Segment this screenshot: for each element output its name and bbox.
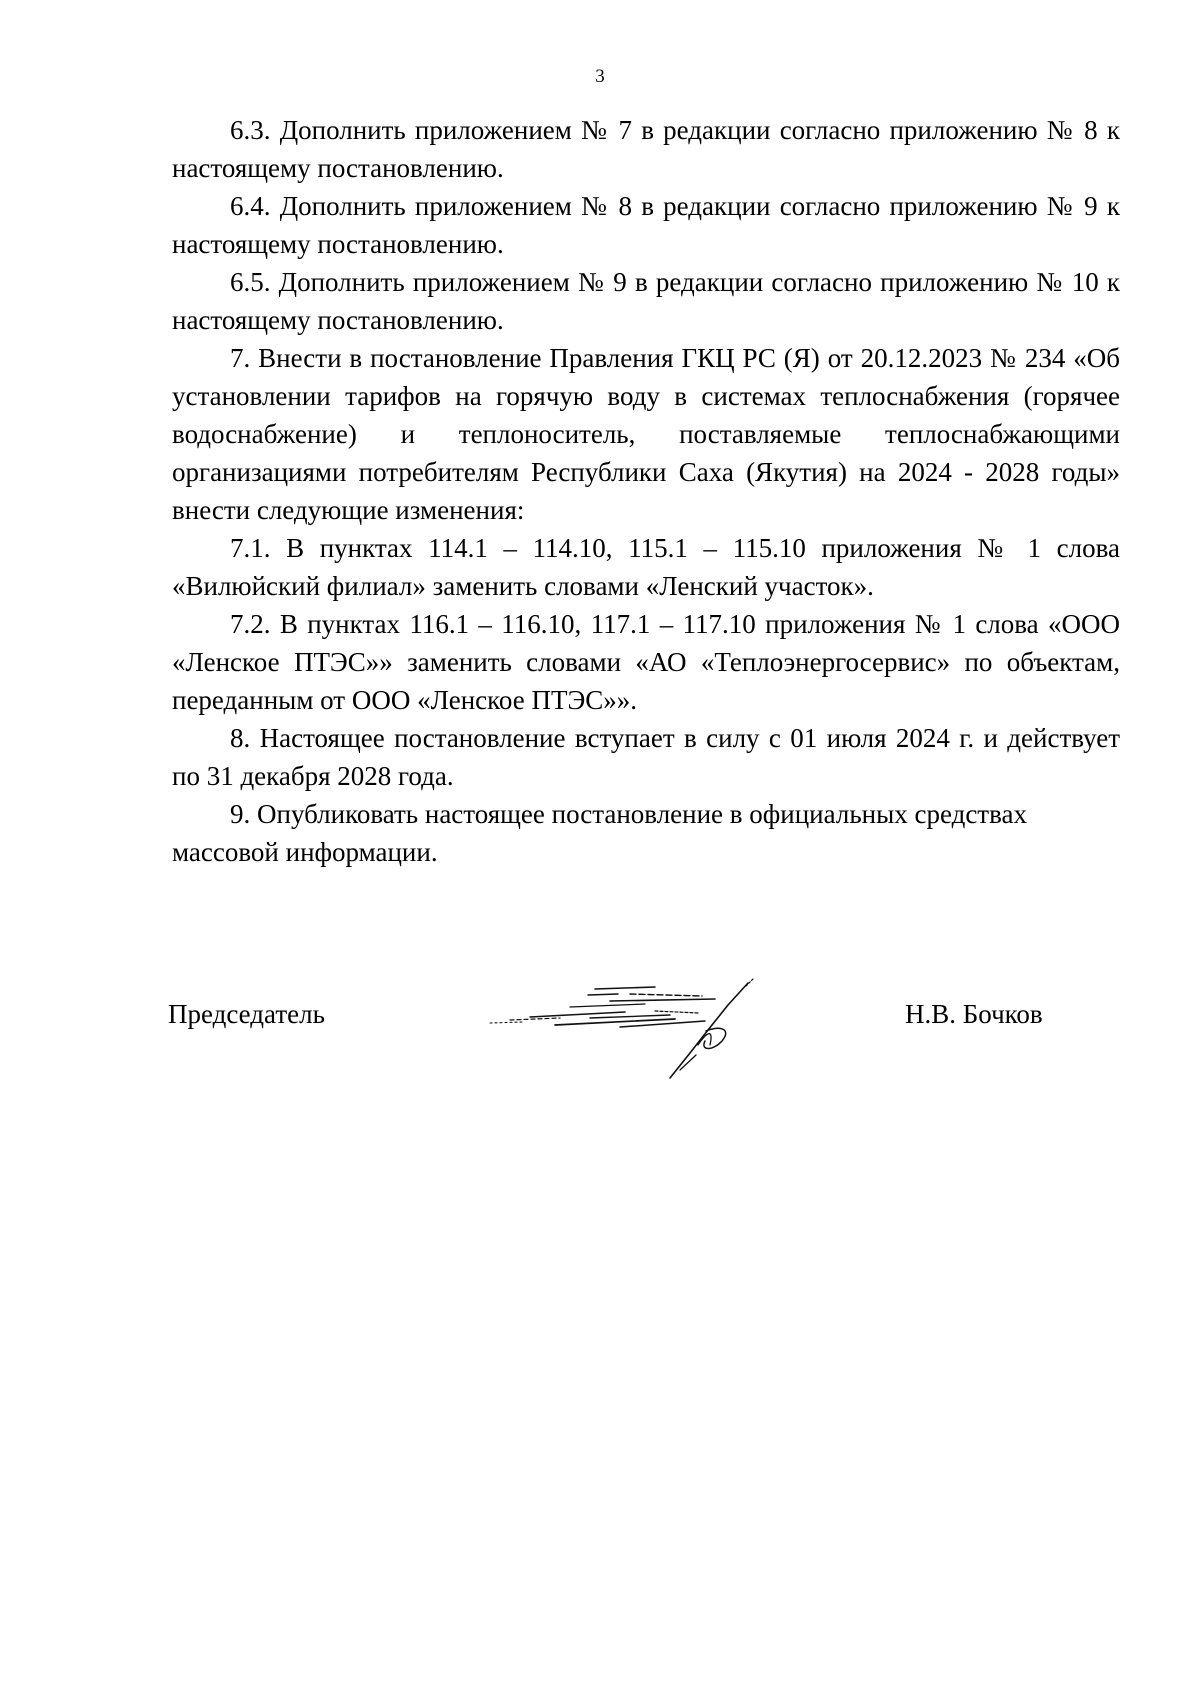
signature-block <box>0 975 1200 1085</box>
paragraph-7-1: 7.1. В пунктах 114.1 – 114.10, 115.1 – 115.10 приложения № 1 слова «Вилюйский филиал» заменить словами «Ленский участок». <box>172 533 1120 601</box>
document-body <box>172 111 1120 871</box>
handwritten-signature <box>470 975 780 1085</box>
paragraph-8: 8. Настоящее постановление вступает в силу с 01 июля 2024 г. и действует по 31 декабря 2028 года. <box>172 723 1120 791</box>
page-number: 3 <box>595 66 605 87</box>
paragraph-9: 9. Опубликовать настоящее постановление в официальных средствах массовой информации. <box>172 799 1027 867</box>
paragraph-6-5: 6.5. Дополнить приложением № 9 в редакции согласно приложению № 10 к настоящему постановлению. <box>172 267 1120 335</box>
paragraph-7-2: 7.2. В пунктах 116.1 – 116.10, 117.1 – 117.10 приложения № 1 слова «ООО «Ленское ПТЭС»» заменить словами «АО «Теплоэнергосервис» по объектам, переданным от ООО «Ленское ПТЭС»». <box>172 609 1120 715</box>
paragraph-6-3: 6.3. Дополнить приложением № 7 в редакции согласно приложению № 8 к настоящему постановлению. <box>172 115 1120 183</box>
paragraph-6-4: 6.4. Дополнить приложением № 8 в редакции согласно приложению № 9 к настоящему постановлению. <box>172 191 1120 259</box>
signatory-name: Н.В. Бочков <box>905 999 1043 1029</box>
signatory-role: Председатель <box>168 999 325 1029</box>
paragraph-7: 7. Внести в постановление Правления ГКЦ РС (Я) от 20.12.2023 № 234 «Об установлении тарифов на горячую воду в системах теплоснабжения (горячее водоснабжение) и теплоноситель, поставляемые теплоснабжающими организациями потребителям Республики Саха (Якутия) на 2024 - 2028 годы» внести следующие изменения: <box>172 343 1120 525</box>
